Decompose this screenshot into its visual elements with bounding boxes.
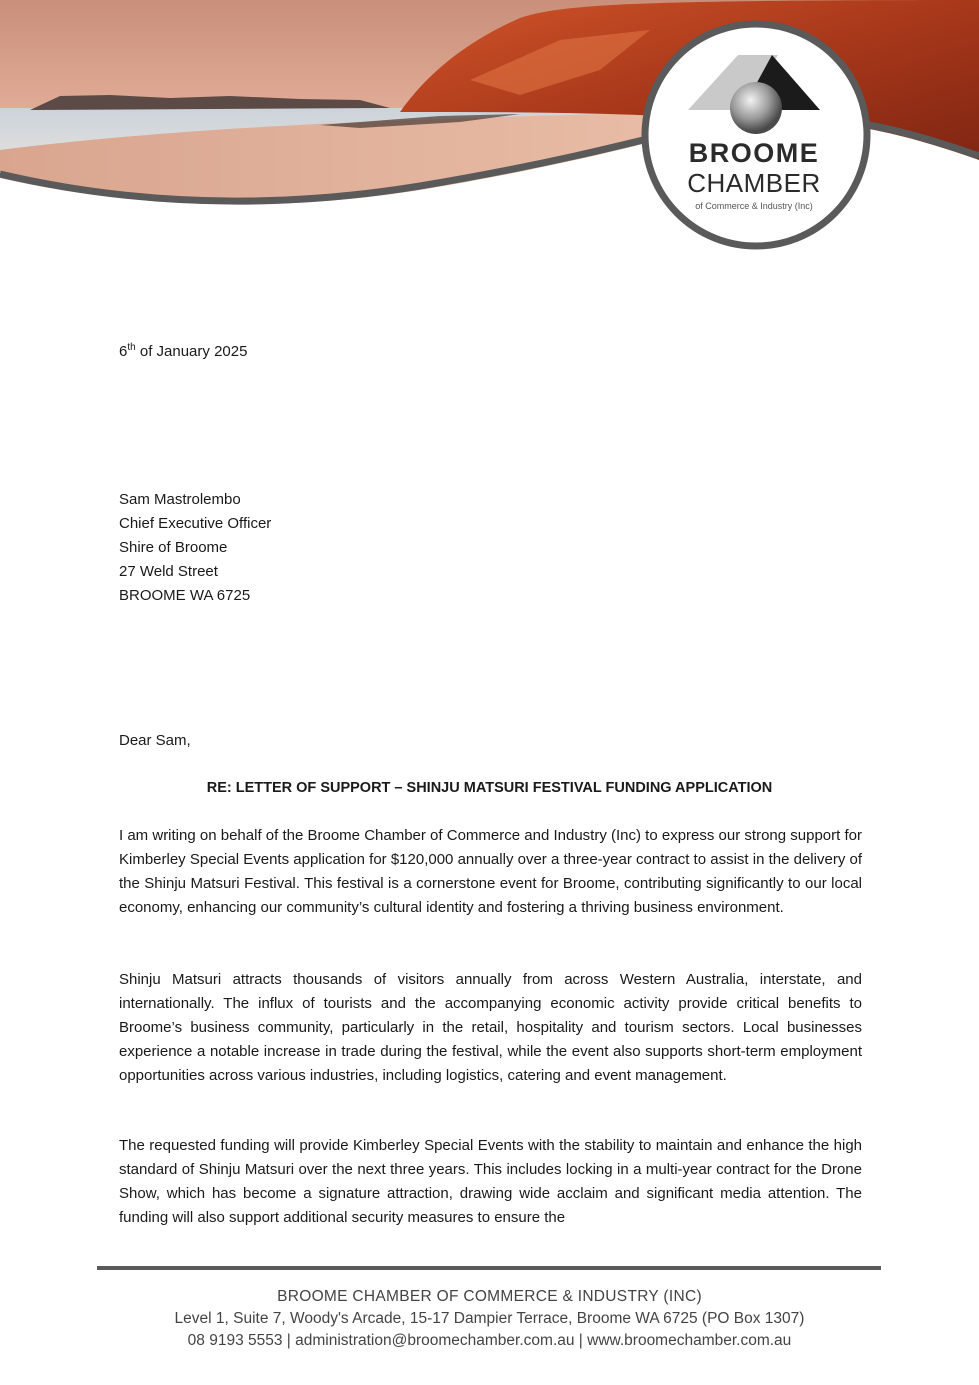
footer-organisation: BROOME CHAMBER OF COMMERCE & INDUSTRY (INC) [277, 1288, 702, 1305]
footer-divider [97, 1266, 881, 1270]
logo-pearl-icon [730, 82, 782, 134]
date-rest: of January 2025 [135, 343, 248, 360]
recipient-street: 27 Weld Street [119, 563, 218, 580]
salutation: Dear Sam, [119, 732, 191, 749]
letter-date [119, 340, 247, 364]
body-paragraph: Shinju Matsuri attracts thousands of visitors annually from across Western Australia, interstate, and internationally. The influx of tourists and the accompanying economic activity provide critical benefits to Broome’s business community, particularly in the retail, hospitality and tourism sectors. Local businesses experience a notable increase in trade during the festival, while the event also supports short-term employment opportunities across various industries, including logistics, catering and event management. [119, 971, 862, 1084]
logo-tagline: of Commerce & Industry (Inc) [695, 201, 813, 211]
date-suffix: th [127, 342, 136, 353]
subject-line: RE: LETTER OF SUPPORT – SHINJU MATSURI FESTIVAL FUNDING APPLICATION [206, 780, 773, 796]
recipient-town: BROOME WA 6725 [119, 587, 251, 604]
recipient-organisation: Shire of Broome [119, 539, 228, 556]
footer-address: Level 1, Suite 7, Woody's Arcade, 15-17 Dampier Terrace, Broome WA 6725 (PO Box 1307) [174, 1310, 805, 1327]
footer-contact: 08 9193 5553 | administration@broomechamber.com.au | www.broomechamber.com.au [187, 1332, 792, 1349]
recipient-address [119, 488, 271, 608]
header-banner [0, 0, 979, 260]
logo-wordmark-broome: BROOME [688, 138, 820, 168]
body-paragraph: The requested funding will provide Kimberley Special Events with the stability to maintain and enhance the high standard of Shinju Matsuri over the next three years. This includes locking in a multi-year contract for the Drone Show, which has become a signature attraction, drawing wide acclaim and significant media attention. The funding will also support additional security measures to ensure the [119, 1137, 862, 1226]
recipient-title: Chief Executive Officer [119, 515, 272, 532]
body-paragraph: I am writing on behalf of the Broome Chamber of Commerce and Industry (Inc) to express our strong support for Kimberley Special Events application for $120,000 annually over a three-year contract to assist in the delivery of the Shinju Matsuri Festival. This festival is a cornerstone event for Broome, contributing significantly to our local economy, enhancing our community’s cultural identity and fostering a thriving business environment. [119, 827, 862, 916]
chamber-logo [645, 24, 867, 246]
date-day: 6 [119, 343, 128, 360]
recipient-name: Sam Mastrolembo [119, 491, 241, 508]
logo-wordmark-chamber: CHAMBER [687, 168, 821, 198]
